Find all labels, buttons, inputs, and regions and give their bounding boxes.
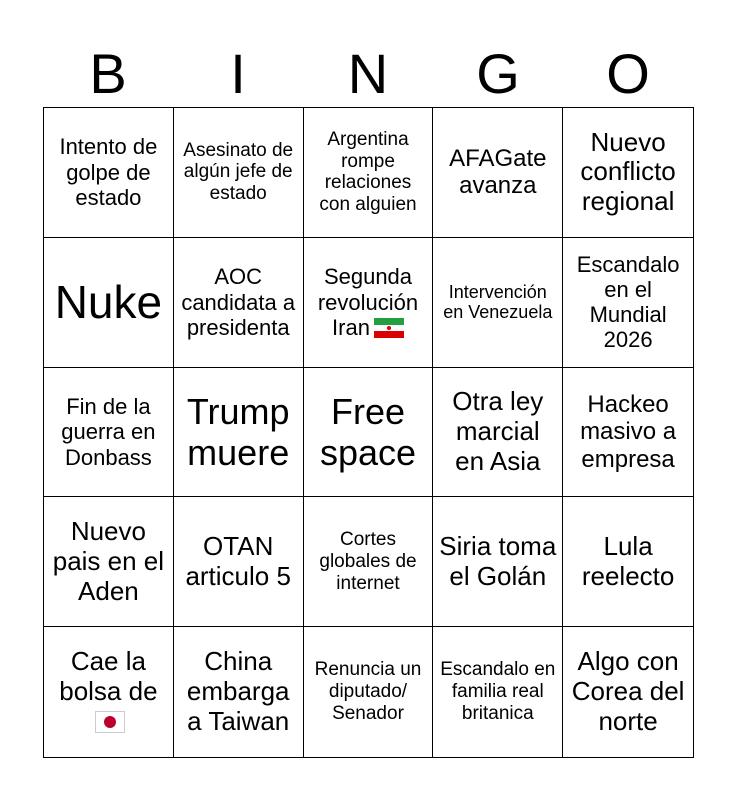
header-letter-b: B <box>89 42 127 105</box>
bingo-cell[interactable]: Trump muere <box>174 368 304 498</box>
bingo-cell[interactable]: OTAN articulo 5 <box>174 497 304 627</box>
bingo-cell[interactable]: Renuncia un diputado/ Senador <box>304 627 434 757</box>
header-letter-i: I <box>230 42 246 105</box>
japan-flag-icon <box>95 711 125 733</box>
bingo-cell[interactable]: Nuke <box>44 238 174 368</box>
header-letter-g: G <box>476 42 520 105</box>
header-letter-n: N <box>347 42 389 105</box>
bingo-header <box>43 40 693 108</box>
bingo-cell[interactable]: Intento de golpe de estado <box>44 108 174 238</box>
bingo-cell[interactable]: Escandalo en el Mundial 2026 <box>563 238 693 368</box>
bingo-cell[interactable]: Nuevo conflicto regional <box>563 108 693 238</box>
bingo-cell[interactable]: Algo con Corea del norte <box>571 646 685 737</box>
bingo-cell[interactable]: Cortes globales de internet <box>304 497 434 627</box>
bingo-cell[interactable]: China embarga a Taiwan <box>174 627 304 757</box>
bingo-cell[interactable]: Cae la bolsa de <box>44 627 174 757</box>
bingo-cell[interactable]: Intervención en Venezuela <box>433 238 563 368</box>
header-letter-o: O <box>606 42 650 105</box>
bingo-cell[interactable]: Nuevo pais en el Aden <box>44 497 174 627</box>
bingo-cell[interactable]: Segunda revolución Iran <box>304 238 434 368</box>
bingo-cell[interactable]: AOC candidata a presidenta <box>174 238 304 368</box>
bingo-cell[interactable]: Siria toma el Golán <box>433 497 563 627</box>
free-space-cell[interactable]: Free space <box>304 368 434 498</box>
bingo-cell[interactable]: Hackeo masivo a empresa <box>563 368 693 498</box>
bingo-cell[interactable]: Argentina rompe relaciones con alguien <box>304 108 434 238</box>
bingo-cell[interactable]: Otra ley marcial en Asia <box>433 368 563 498</box>
bingo-cell[interactable]: Escandalo en familia real britanica <box>433 627 563 757</box>
bingo-cell[interactable]: Fin de la guerra en Donbass <box>44 368 174 498</box>
bingo-cell[interactable]: Lula reelecto <box>563 497 693 627</box>
bingo-cell[interactable]: AFAGate avanza <box>433 108 563 238</box>
bingo-board <box>43 107 694 758</box>
bingo-cell[interactable]: Asesinato de algún jefe de estado <box>174 108 304 238</box>
iran-flag-icon <box>374 318 404 338</box>
